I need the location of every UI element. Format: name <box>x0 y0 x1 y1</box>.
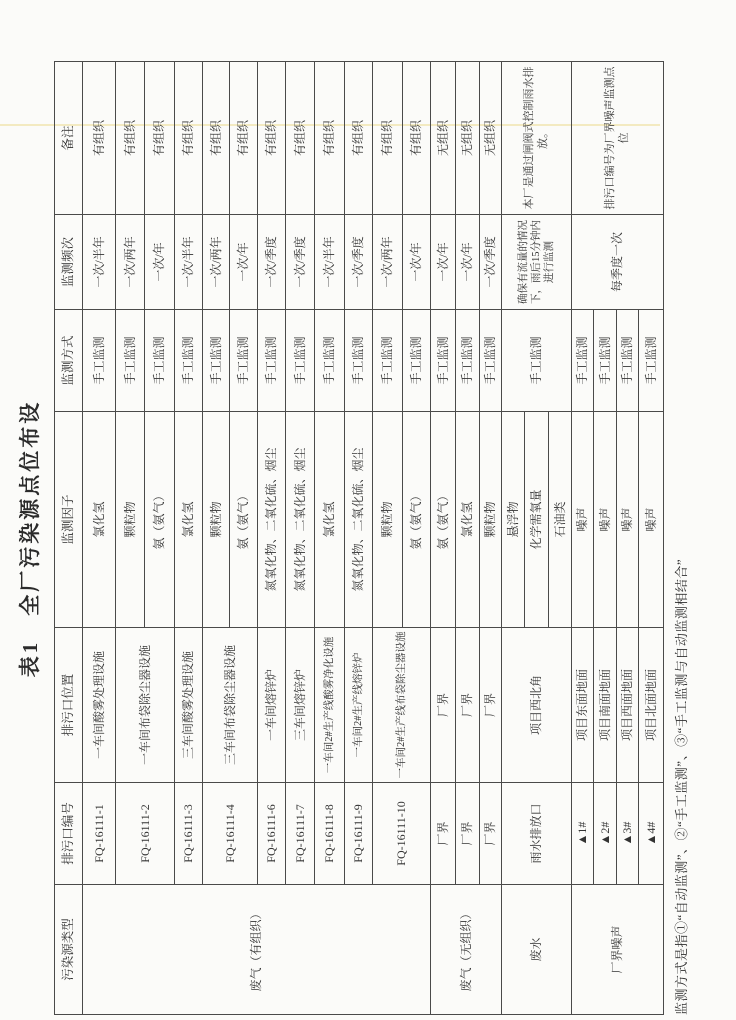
table-cell: 有组织 <box>258 62 286 215</box>
table-cell: 一次/两年 <box>373 215 403 310</box>
table-cell: FQ-16111-8 <box>315 783 345 885</box>
table-header-cell: 监测因子 <box>55 412 83 628</box>
table-cell: FQ-16111-7 <box>286 783 315 885</box>
table-cell: 一次/半年 <box>83 215 116 310</box>
table-cell: 噪声 <box>572 412 594 628</box>
table-cell: 有组织 <box>345 62 373 215</box>
table-cell: FQ-16111-3 <box>175 783 203 885</box>
table-cell: 颗粒物 <box>203 412 230 628</box>
table-cell: ▲1# <box>572 783 594 885</box>
table-cell: 手工监测 <box>594 310 617 412</box>
table-cell: 一车间2#生产线酸雾净化设施 <box>315 628 345 783</box>
table-cell: 项目北面地面 <box>639 628 664 783</box>
table-cell: 一次/年 <box>431 215 456 310</box>
table-cell: 有组织 <box>203 62 230 215</box>
table-cell: 氯化氢 <box>175 412 203 628</box>
table-row <box>175 62 203 1015</box>
table-cell: 氮氧化物、二氧化硫、烟尘 <box>345 412 373 628</box>
table-cell: FQ-16111-1 <box>83 783 116 885</box>
table-cell: 废气（有组织） <box>83 885 431 1015</box>
table-cell: ▲3# <box>617 783 639 885</box>
table-cell: 手工监测 <box>83 310 116 412</box>
table-cell: 手工监测 <box>373 310 403 412</box>
table-row <box>286 62 315 1015</box>
table-cell: 雨水排放口 <box>502 783 572 885</box>
table-cell: ▲4# <box>639 783 664 885</box>
table-cell: 一次/半年 <box>315 215 345 310</box>
table-cell: FQ-16111-2 <box>116 783 175 885</box>
table-cell: 废水 <box>502 885 572 1015</box>
table-cell: ▲2# <box>594 783 617 885</box>
table-cell: 有组织 <box>315 62 345 215</box>
table-row <box>258 62 286 1015</box>
table-cell: 项目南面地面 <box>594 628 617 783</box>
table-cell: 悬浮物 <box>502 412 525 628</box>
table-cell: 有组织 <box>403 62 431 215</box>
table-cell: 氨（氨气） <box>431 412 456 628</box>
pollution-source-table <box>54 61 664 1015</box>
table-cell: 一车间2#生产线布袋除尘器设施 <box>373 628 431 783</box>
table-cell: 废气（无组织） <box>431 885 502 1015</box>
table-cell: 手工监测 <box>258 310 286 412</box>
table-cell: 氯化氢 <box>83 412 116 628</box>
table-cell: 一车间酸雾处理设施 <box>83 628 116 783</box>
table-cell: 一次/年 <box>403 215 431 310</box>
table-cell: 氨（氨气） <box>230 412 258 628</box>
table-cell: 手工监测 <box>431 310 456 412</box>
table-cell: 颗粒物 <box>373 412 403 628</box>
table-cell: 有组织 <box>373 62 403 215</box>
table-cell: 厂界 <box>456 628 480 783</box>
table-cell: 噪声 <box>594 412 617 628</box>
table-header-cell: 监测频次 <box>55 215 83 310</box>
table-cell: 手工监测 <box>572 310 594 412</box>
table-cell: 无组织 <box>480 62 502 215</box>
table-cell: 无组织 <box>431 62 456 215</box>
table-row <box>373 62 403 1015</box>
table-cell: 厂界噪声 <box>572 885 664 1015</box>
table-cell: FQ-16111-6 <box>258 783 286 885</box>
table-cell: 有组织 <box>286 62 315 215</box>
table-cell: 颗粒物 <box>116 412 145 628</box>
table-header-cell: 监测方式 <box>55 310 83 412</box>
table-row <box>572 62 594 1015</box>
table-row <box>431 62 456 1015</box>
table-row <box>480 62 502 1015</box>
table-cell: 一车间布袋除尘器设施 <box>116 628 175 783</box>
table-cell: 手工监测 <box>175 310 203 412</box>
table-row <box>502 62 525 1015</box>
table-cell: 一车间2#生产线熔锌炉 <box>345 628 373 783</box>
table-cell: 噪声 <box>639 412 664 628</box>
table-cell: 一次/两年 <box>116 215 145 310</box>
table-row <box>456 62 480 1015</box>
table-header-row <box>55 62 83 1015</box>
table-cell: 手工监测 <box>203 310 230 412</box>
table-cell: FQ-16111-9 <box>345 783 373 885</box>
table-header-cell: 污染源类型 <box>55 885 83 1015</box>
table-cell: 氨（氨气） <box>403 412 431 628</box>
table-cell: 手工监测 <box>345 310 373 412</box>
table-cell: 氯化氢 <box>315 412 345 628</box>
table-cell: 手工监测 <box>403 310 431 412</box>
table-cell: FQ-16111-4 <box>203 783 258 885</box>
table-cell: 手工监测 <box>502 310 572 412</box>
table-row <box>83 62 116 1015</box>
table-cell: 化学需氧量 <box>525 412 549 628</box>
table-cell: 有组织 <box>175 62 203 215</box>
table-cell: 一次/季度 <box>345 215 373 310</box>
table-cell: 本厂是通过闸阀式控制雨水排放。 <box>502 62 572 215</box>
table-cell: 一次/季度 <box>258 215 286 310</box>
table-row <box>345 62 373 1015</box>
table-header-cell: 排污口位置 <box>55 628 83 783</box>
table-header-cell: 备注 <box>55 62 83 215</box>
table-cell: 石油类 <box>549 412 572 628</box>
table-row <box>203 62 230 1015</box>
table-cell: 厂界 <box>456 783 480 885</box>
table-cell: 厂界 <box>480 783 502 885</box>
table-cell: 有组织 <box>230 62 258 215</box>
table-cell: 一车间熔锌炉 <box>258 628 286 783</box>
table-cell: 有组织 <box>83 62 116 215</box>
table-cell: 项目西面地面 <box>617 628 639 783</box>
table-cell: 排污口编号为厂界噪声监测点位 <box>572 62 664 215</box>
table-cell: 手工监测 <box>617 310 639 412</box>
table-cell: 一次/两年 <box>203 215 230 310</box>
table-cell: 有组织 <box>145 62 175 215</box>
page-title: 表1 全厂污染源点位布设 <box>18 399 42 678</box>
table-cell: 氨（氨气） <box>145 412 175 628</box>
table-cell: 项目西北角 <box>502 628 572 783</box>
table-cell: 氯化氢 <box>456 412 480 628</box>
table-cell: 确保有流量的情况下，雨后15分钟内进行监测 <box>502 215 572 310</box>
table-cell: 一次/半年 <box>175 215 203 310</box>
table-cell: 手工监测 <box>315 310 345 412</box>
table-cell: 一次/季度 <box>286 215 315 310</box>
table-cell: 手工监测 <box>480 310 502 412</box>
table-cell: FQ-16111-10 <box>373 783 431 885</box>
table-cell: 厂界 <box>480 628 502 783</box>
table-cell: 一次/年 <box>145 215 175 310</box>
table-row <box>116 62 145 1015</box>
table-cell: 项目东面地面 <box>572 628 594 783</box>
table-cell: 手工监测 <box>639 310 664 412</box>
table-cell: 氮氧化物、二氧化硫、烟尘 <box>286 412 315 628</box>
table-body <box>83 62 664 1015</box>
table-cell: 一次/年 <box>230 215 258 310</box>
table-cell: 手工监测 <box>286 310 315 412</box>
table-cell: 每季度一次 <box>572 215 664 310</box>
table-cell: 手工监测 <box>116 310 145 412</box>
table-header-cell: 排污口编号 <box>55 783 83 885</box>
table-cell: 无组织 <box>456 62 480 215</box>
table-row <box>315 62 345 1015</box>
table-cell: 厂界 <box>431 783 456 885</box>
table-cell: 三车间酸雾处理设施 <box>175 628 203 783</box>
table-cell: 噪声 <box>617 412 639 628</box>
table-cell: 手工监测 <box>230 310 258 412</box>
table-cell: 手工监测 <box>456 310 480 412</box>
table-cell: 三车间熔锌炉 <box>286 628 315 783</box>
table-cell: 三车间布袋除尘器设施 <box>203 628 258 783</box>
table-cell: 颗粒物 <box>480 412 502 628</box>
table-cell: 手工监测 <box>145 310 175 412</box>
table-cell: 一次/季度 <box>480 215 502 310</box>
table-cell: 一次/年 <box>456 215 480 310</box>
footnote: 监测方式是指①“自动监测”、②“手工监测”、③“手工监测与自动监测相结合” <box>674 558 689 1015</box>
table-cell: 有组织 <box>116 62 145 215</box>
table-cell: 氮氧化物、二氧化硫、烟尘 <box>258 412 286 628</box>
table-cell: 厂界 <box>431 628 456 783</box>
